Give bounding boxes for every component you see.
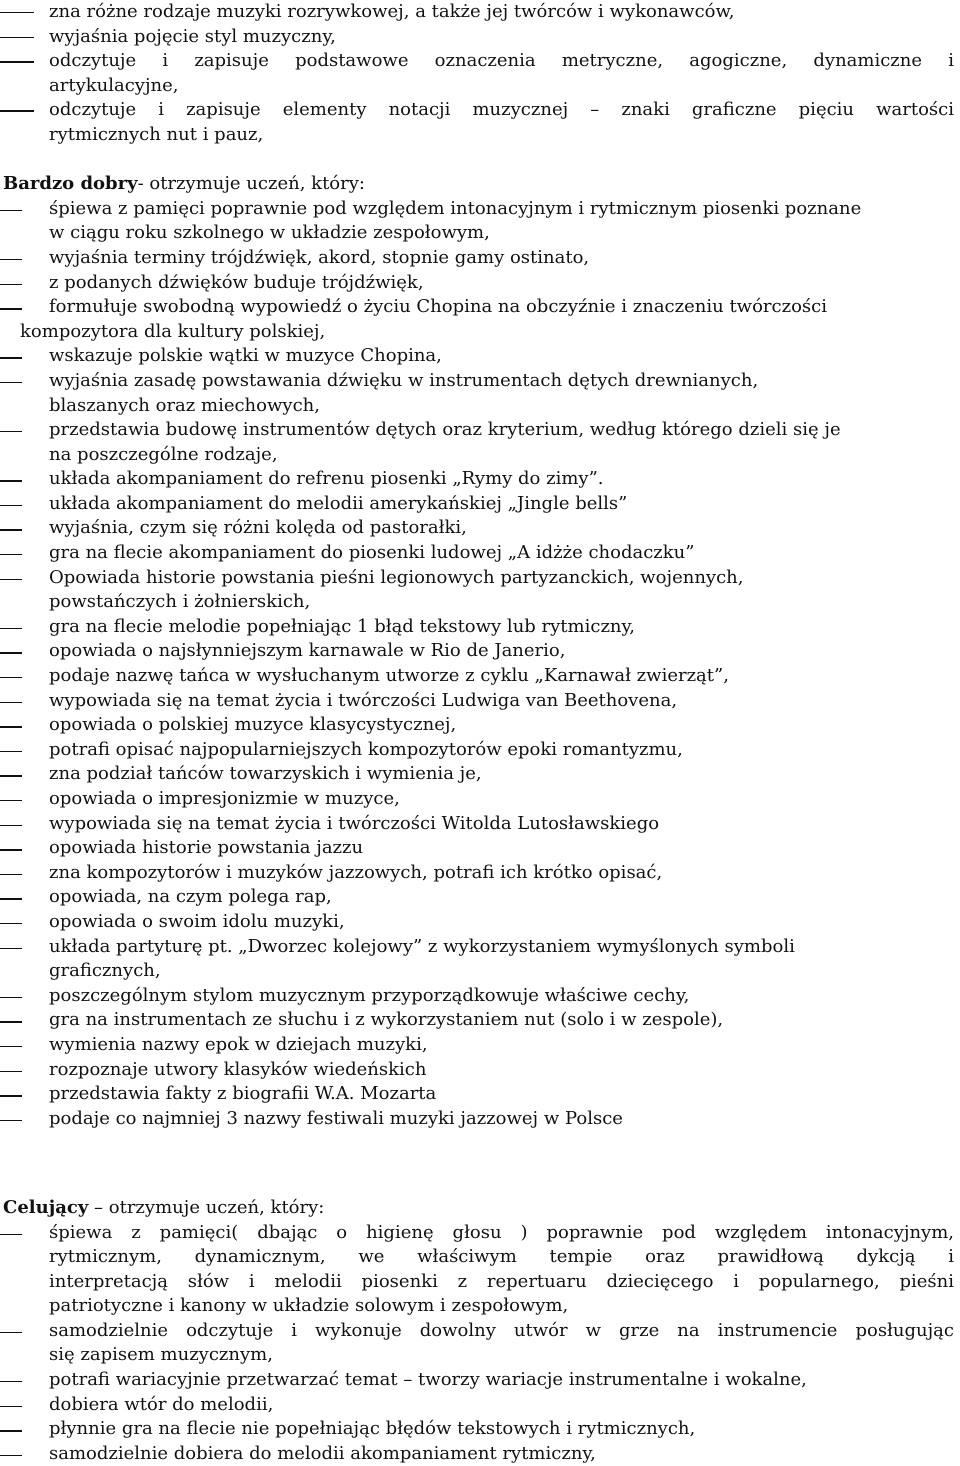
dash-bullet-icon (0, 726, 22, 727)
list-item-text: rytmicznym, dynamicznym, we właściwym tempie oraz prawidłową dykcją i (49, 1246, 954, 1268)
list-item-text: artykulacyjne, (49, 74, 179, 96)
dash-bullet-icon (0, 800, 22, 801)
list-item (0, 910, 960, 935)
list-item-text: graficznych, (49, 960, 161, 982)
list-item-text: wymienia nazwy epok w dziejach muzyki, (49, 1033, 428, 1055)
list-item-text: układa partyturę pt. „Dworzec kolejowy” z wykorzystaniem wymyślonych symboli (49, 935, 795, 957)
list-item (0, 1107, 960, 1132)
dash-bullet-icon (0, 652, 22, 653)
dash-bullet-icon (0, 284, 22, 285)
list-item-continuation (0, 1294, 960, 1319)
list-item-text: opowiada historie powstania jazzu (49, 837, 364, 859)
list-item-continuation (0, 123, 960, 148)
list-item-text: się zapisem muzycznym, (49, 1344, 273, 1366)
list-item (0, 1319, 960, 1344)
list-item-continuation (0, 959, 960, 984)
list-item (0, 98, 960, 123)
list-item (0, 1082, 960, 1107)
dash-bullet-icon (0, 579, 22, 580)
list-item (0, 812, 960, 837)
dash-bullet-icon (0, 849, 22, 850)
list-item-text: układa akompaniament do melodii amerykańskiej „Jingle bells” (49, 492, 628, 514)
list-item-text: gra na flecie melodie popełniając 1 błąd tekstowy lub rytmiczny, (49, 615, 636, 637)
list-item (0, 295, 960, 320)
dash-bullet-icon (0, 259, 22, 260)
list-item-text: zna podział tańców towarzyskich i wymienia je, (49, 763, 482, 785)
list-item (0, 836, 960, 861)
list-item-continuation (0, 443, 960, 468)
blank-line (0, 1171, 960, 1196)
list-item (0, 639, 960, 664)
list-item (0, 492, 960, 517)
list-item (0, 1417, 960, 1442)
dash-bullet-icon (0, 357, 22, 358)
dash-bullet-icon (0, 1021, 22, 1022)
list-item (0, 713, 960, 738)
list-item (0, 615, 960, 640)
list-item-text: rozpoznaje utwory klasyków wiedeńskich (49, 1058, 427, 1080)
list-item-text: w ciągu roku szkolnego w układzie zespołowym, (49, 222, 490, 244)
list-item (0, 861, 960, 886)
list-item-continuation (0, 74, 960, 99)
list-item-text: zna różne rodzaje muzyki rozrywkowej, a także jej twórców i wykonawców, (49, 1, 735, 22)
list-item-text: odczytuje i zapisuje elementy notacji muzycznej – znaki graficzne pięciu wartości (49, 99, 954, 121)
list-item-text: dobiera wtór do melodii, (49, 1393, 274, 1415)
list-item-continuation (0, 221, 960, 246)
list-item (0, 467, 960, 492)
list-item-continuation (0, 394, 960, 419)
dash-bullet-icon (0, 110, 34, 111)
dash-bullet-icon (0, 1406, 22, 1407)
list-item-text: blaszanych oraz miechowych, (49, 394, 320, 416)
list-item (0, 984, 960, 1009)
dash-bullet-icon (0, 628, 22, 629)
list-item-text: rytmicznych nut i pauz, (49, 123, 264, 145)
list-item (0, 1008, 960, 1033)
list-item-text: zna kompozytorów i muzyków jazzowych, potrafi ich krótko opisać, (49, 861, 663, 883)
grade-heading (0, 172, 960, 197)
list-item-continuation (0, 1343, 960, 1368)
list-item-text: wskazuje polskie wątki w muzyce Chopina, (49, 345, 442, 367)
list-item-text: z podanych dźwięków buduje trójdźwięk, (49, 271, 424, 293)
list-item-text: wypowiada się na temat życia i twórczości Ludwiga van Beethovena, (49, 689, 678, 711)
list-item-text: samodzielnie dobiera do melodii akompaniament rytmiczny, (49, 1442, 596, 1464)
list-item (0, 1442, 960, 1466)
dash-bullet-icon (0, 874, 22, 875)
dash-bullet-icon (0, 505, 22, 506)
dash-bullet-icon (0, 37, 34, 38)
heading-rest: – otrzymuje uczeń, który: (88, 1196, 325, 1218)
dash-bullet-icon (0, 948, 22, 949)
dash-bullet-icon (0, 431, 22, 432)
dash-bullet-icon (0, 923, 22, 924)
list-item-text: opowiada o impresjonizmie w muzyce, (49, 788, 400, 809)
dash-bullet-icon (0, 210, 22, 211)
dash-bullet-icon (0, 554, 22, 555)
dash-bullet-icon (0, 382, 22, 383)
list-item (0, 1393, 960, 1418)
heading-text (3, 172, 365, 197)
list-item-text: wyjaśnia, czym się różni kolęda od pastorałki, (49, 517, 467, 539)
dash-bullet-icon (0, 61, 34, 62)
dash-bullet-icon (0, 1381, 22, 1382)
list-item-text: wyjaśnia pojęcie styl muzyczny, (49, 25, 336, 47)
list-item-continuation (0, 590, 960, 615)
list-item (0, 369, 960, 394)
heading-text (3, 1196, 324, 1221)
dash-bullet-icon (0, 308, 22, 309)
dash-bullet-icon (0, 898, 22, 899)
list-item-text: opowiada o polskiej muzyce klasycystycznej, (49, 714, 457, 736)
list-item-text: opowiada o swoim idolu muzyki, (49, 910, 345, 932)
heading-rest: - otrzymuje uczeń, który: (137, 173, 365, 195)
list-item-text: wypowiada się na temat życia i twórczości Witolda Lutosławskiego (49, 812, 660, 834)
list-item (0, 418, 960, 443)
list-item (0, 762, 960, 787)
list-item (0, 664, 960, 689)
grade-name: Celujący (3, 1196, 89, 1218)
grade-heading (0, 1196, 960, 1221)
list-item-continuation (0, 1270, 960, 1295)
dash-bullet-icon (0, 1120, 22, 1121)
list-item-continuation (0, 320, 960, 345)
list-item-text: kompozytora dla kultury polskiej, (20, 320, 326, 342)
blank-line (0, 1131, 960, 1171)
list-item-text: śpiewa z pamięci poprawnie pod względem intonacyjnym i rytmicznym piosenki poznane (49, 197, 862, 219)
list-item (0, 271, 960, 296)
list-item-text: płynnie gra na flecie nie popełniając błędów tekstowych i rytmicznych, (49, 1418, 696, 1440)
grade-name: Bardzo dobry (3, 173, 138, 195)
dash-bullet-icon (0, 1234, 22, 1235)
list-item (0, 787, 960, 812)
dash-bullet-icon (0, 1332, 22, 1333)
list-item-text: podaje co najmniej 3 nazwy festiwali muzyki jazzowej w Polsce (49, 1107, 623, 1129)
list-item-text: na poszczególne rodzaje, (49, 443, 278, 465)
list-item (0, 246, 960, 271)
dash-bullet-icon (0, 751, 22, 752)
dash-bullet-icon (0, 702, 22, 703)
list-item-text: gra na instrumentach ze słuchu i z wykorzystaniem nut (solo i w zespole), (49, 1009, 724, 1031)
dash-bullet-icon (0, 1071, 22, 1072)
list-item-continuation (0, 1245, 960, 1270)
dash-bullet-icon (0, 480, 22, 481)
list-item (0, 344, 960, 369)
dash-bullet-icon (0, 529, 22, 530)
list-item (0, 885, 960, 910)
list-item (0, 738, 960, 763)
list-item (0, 1368, 960, 1393)
dash-bullet-icon (0, 1095, 22, 1096)
list-item-text: wyjaśnia zasadę powstawania dźwięku w instrumentach dętych drewnianych, (49, 369, 759, 391)
dash-bullet-icon (0, 1430, 22, 1431)
dash-bullet-icon (0, 775, 22, 776)
dash-bullet-icon (0, 12, 34, 13)
list-item (0, 197, 960, 222)
list-item-text: opowiada o najsłynniejszym karnawale w Rio de Janerio, (49, 640, 566, 662)
list-item-text: układa akompaniament do refrenu piosenki „Rymy do zimy”. (49, 468, 604, 490)
list-item (0, 566, 960, 591)
list-item (0, 516, 960, 541)
blank-line (0, 148, 960, 173)
list-item-text: samodzielnie odczytuje i wykonuje dowolny utwór w grze na instrumencie posługując (49, 1319, 954, 1341)
list-item-text: interpretacją słów i melodii piosenki z repertuaru dziecięcego i popularnego, pieśni (49, 1270, 954, 1292)
list-item-text: odczytuje i zapisuje podstawowe oznaczenia metryczne, agogiczne, dynamiczne i (49, 50, 954, 72)
list-item (0, 25, 960, 50)
list-item-text: powstańczych i żołnierskich, (49, 591, 311, 613)
list-item-text: potrafi wariacyjnie przetwarzać temat – tworzy wariacje instrumentalne i wokalne, (49, 1369, 807, 1391)
list-item-text: przedstawia fakty z biografii W.A. Mozarta (49, 1083, 437, 1105)
dash-bullet-icon (0, 1046, 22, 1047)
list-item (0, 1221, 960, 1246)
list-item (0, 1033, 960, 1058)
list-item-text: formułuje swobodną wypowiedź o życiu Chopina na obczyźnie i znaczeniu twórczości (49, 296, 827, 318)
list-item (0, 541, 960, 566)
list-item-text: wyjaśnia terminy trójdźwięk, akord, stopnie gamy ostinato, (49, 246, 590, 268)
dash-bullet-icon (0, 997, 22, 998)
list-item-text: Opowiada historie powstania pieśni legionowych partyzanckich, wojennych, (49, 566, 744, 588)
list-item-text: przedstawia budowę instrumentów dętych oraz kryterium, według którego dzieli się je (49, 419, 841, 441)
list-item (0, 935, 960, 960)
list-item-text: patriotyczne i kanony w układzie solowym i zespołowym, (49, 1295, 569, 1317)
list-item (0, 0, 960, 25)
dash-bullet-icon (0, 1455, 22, 1456)
dash-bullet-icon (0, 825, 22, 826)
list-item-text: potrafi opisać najpopularniejszych kompozytorów epoki romantyzmu, (49, 738, 683, 760)
list-item-text: podaje nazwę tańca w wysłuchanym utworze z cyklu „Karnawał zwierząt”, (49, 665, 729, 687)
list-item-text: śpiewa z pamięci( dbając o higienę głosu ) poprawnie pod względem intonacyjnym, (49, 1221, 954, 1243)
list-item-text: poszczególnym stylom muzycznym przyporządkowuje właściwe cechy, (49, 984, 690, 1006)
dash-bullet-icon (0, 677, 22, 678)
list-item-text: opowiada, na czym polega rap, (49, 886, 332, 908)
list-item (0, 49, 960, 74)
list-item (0, 689, 960, 714)
list-item-text: gra na flecie akompaniament do piosenki ludowej „A idżże chodaczku” (49, 542, 695, 564)
list-item (0, 1058, 960, 1083)
